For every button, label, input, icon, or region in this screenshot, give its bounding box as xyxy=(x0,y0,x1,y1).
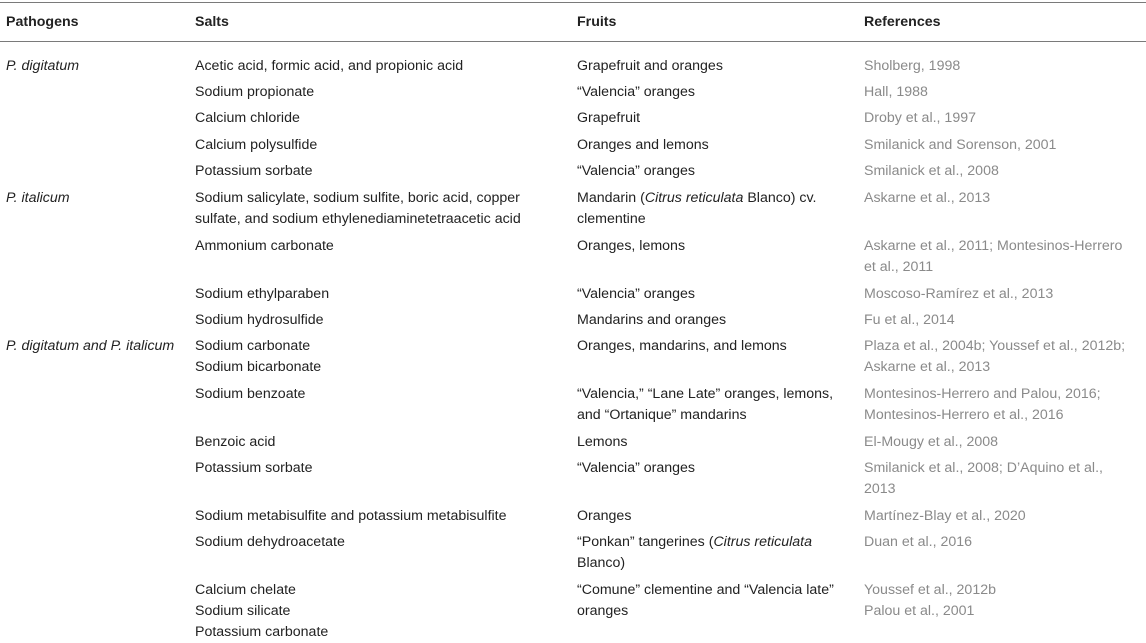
salt-cell: Calcium chloride xyxy=(195,110,300,126)
reference-cell: El-Mougy et al., 2008 xyxy=(864,434,999,450)
salt-cell: Benzoic acid xyxy=(195,434,276,450)
salt-cell: Sodium salicylate, sodium sulfite, boric acid, copper sulfate, and sodium ethylenediaminetetraacetic acid xyxy=(195,190,521,227)
salt-cell: Sodium metabisulfite and potassium metabisulfite xyxy=(195,508,507,524)
fruit-cell: Oranges xyxy=(577,508,632,524)
salt-cell: Calcium polysulfide xyxy=(195,137,318,153)
header-references: References xyxy=(864,14,941,30)
reference-cell: Plaza et al., 2004b; Youssef et al., 2012b; Askarne et al., 2013 xyxy=(864,338,1126,375)
fruit-cell: Mandarin (Citrus reticulata Blanco) cv. clementine xyxy=(577,190,817,227)
fruit-cell: Lemons xyxy=(577,434,628,450)
top-rule xyxy=(0,2,1146,3)
pathogen-cell: P. digitatum and P. italicum xyxy=(6,338,175,354)
salt-cell: Sodium benzoate xyxy=(195,386,306,402)
header-pathogens: Pathogens xyxy=(6,14,79,30)
salt-cell: Potassium sorbate xyxy=(195,163,313,179)
fruit-cell: Oranges, lemons xyxy=(577,238,686,254)
reference-cell: Moscoso-Ramírez et al., 2013 xyxy=(864,286,1054,302)
reference-cell: Montesinos-Herrero and Palou, 2016; Montesinos-Herrero et al., 2016 xyxy=(864,386,1101,423)
salt-cell: Sodium hydrosulfide xyxy=(195,312,324,328)
reference-cell: Smilanick and Sorenson, 2001 xyxy=(864,137,1057,153)
fruit-cell: “Valencia” oranges xyxy=(577,460,696,476)
salt-cell: Sodium carbonate Sodium bicarbonate xyxy=(195,338,322,375)
salt-cell: Acetic acid, formic acid, and propionic acid xyxy=(195,58,464,74)
salt-cell: Potassium sorbate xyxy=(195,460,313,476)
fruit-cell: Oranges and lemons xyxy=(577,137,709,153)
fruit-cell: “Valencia,” “Lane Late” oranges, lemons, and “Ortanique” mandarins xyxy=(577,386,834,423)
reference-cell: Smilanick et al., 2008; D’Aquino et al., 2013 xyxy=(864,460,1103,497)
reference-cell: Askarne et al., 2013 xyxy=(864,190,991,206)
fruit-cell: “Valencia” oranges xyxy=(577,84,696,100)
salt-cell: Sodium propionate xyxy=(195,84,315,100)
fruit-cell: Grapefruit xyxy=(577,110,641,126)
fruit-cell: Grapefruit and oranges xyxy=(577,58,723,74)
fruit-cell: “Ponkan” tangerines (Citrus reticulata Blanco) xyxy=(577,534,812,571)
fruit-cell: Mandarins and oranges xyxy=(577,312,727,328)
header-rule xyxy=(0,41,1146,42)
reference-cell: Sholberg, 1998 xyxy=(864,58,961,74)
reference-cell: Youssef et al., 2012b Palou et al., 2001 xyxy=(864,582,996,619)
reference-cell: Duan et al., 2016 xyxy=(864,534,973,550)
fruit-cell: Oranges, mandarins, and lemons xyxy=(577,338,787,354)
fruit-cell: “Valencia” oranges xyxy=(577,163,696,179)
fruit-cell: “Comune” clementine and “Valencia late” oranges xyxy=(577,582,834,619)
reference-cell: Droby et al., 1997 xyxy=(864,110,976,126)
header-salts: Salts xyxy=(195,14,229,30)
salt-cell: Sodium dehydroacetate xyxy=(195,534,345,550)
reference-cell: Askarne et al., 2011; Montesinos-Herrero et al., 2011 xyxy=(864,238,1123,275)
salt-cell: Sodium ethylparaben xyxy=(195,286,330,302)
fruit-cell: “Valencia” oranges xyxy=(577,286,696,302)
reference-cell: Martínez-Blay et al., 2020 xyxy=(864,508,1026,524)
reference-cell: Smilanick et al., 2008 xyxy=(864,163,999,179)
pathogen-cell: P. italicum xyxy=(6,190,70,206)
reference-cell: Fu et al., 2014 xyxy=(864,312,955,328)
pathogen-cell: P. digitatum xyxy=(6,58,80,74)
reference-cell: Hall, 1988 xyxy=(864,84,928,100)
salt-cell: Ammonium carbonate xyxy=(195,238,334,254)
salt-cell: Calcium chelate Sodium silicate Potassium carbonate xyxy=(195,582,329,640)
header-fruits: Fruits xyxy=(577,14,617,30)
